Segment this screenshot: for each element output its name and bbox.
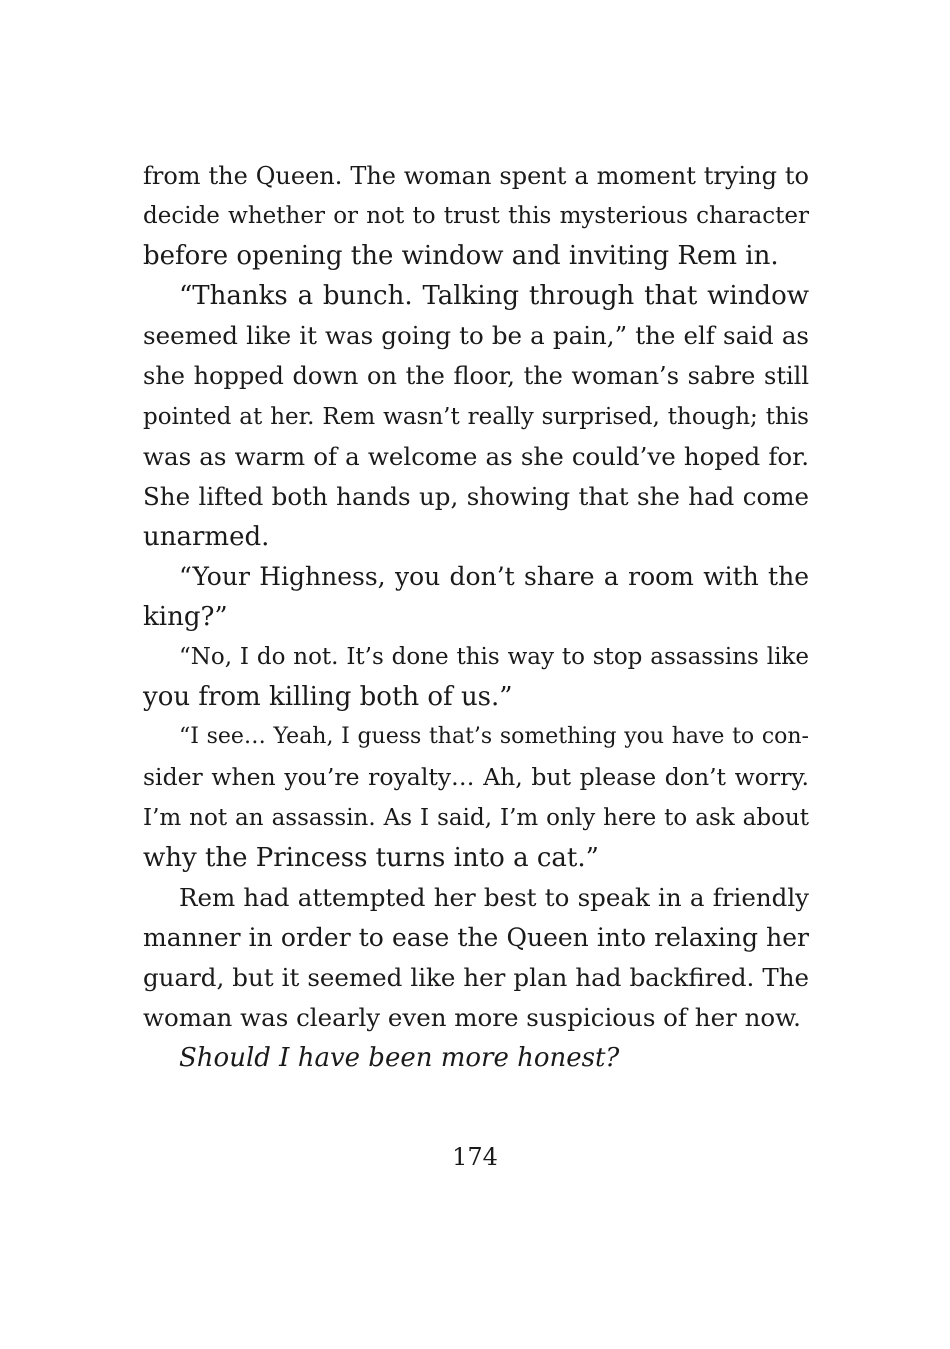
text-line: guard, but it seemed like her plan had backfired. The: [143, 962, 809, 992]
text-line: Rem had attempted her best to speak in a friendly: [179, 882, 809, 912]
text-line: she hopped down on the floor, the woman’s sabre still: [143, 362, 809, 391]
text-line: why the Princess turns into a cat.”: [143, 842, 599, 873]
text-line: from the Queen. The woman spent a moment trying to: [143, 162, 809, 190]
page-number: 174: [452, 1143, 498, 1171]
text-line: unarmed.: [143, 521, 270, 552]
text-line: manner in order to ease the Queen into relaxing her: [143, 922, 809, 952]
text-line: “No, I do not. It’s done this way to stop assassins like: [179, 644, 809, 671]
text-line: “Your Highness, you don’t share a room with the: [179, 561, 809, 591]
italic-thought-line: Should I have been more honest?: [179, 1043, 620, 1074]
text-line: you from killing both of us.”: [143, 682, 513, 713]
text-line: pointed at her. Rem wasn’t really surprised, though; this: [143, 403, 809, 430]
text-line: before opening the window and inviting Rem in.: [143, 241, 779, 272]
body-text: [143, 156, 809, 1078]
text-line: I’m not an assassin. As I said, I’m only here to ask about: [143, 804, 809, 831]
text-line: “I see… Yeah, I guess that’s something you have to con-: [179, 724, 809, 750]
text-line: seemed like it was going to be a pain,” the elf said as: [143, 321, 809, 351]
text-line: She lifted both hands up, showing that she had come: [143, 481, 809, 511]
text-line: “Thanks a bunch. Talking through that window: [179, 281, 809, 312]
text-line: king?”: [143, 602, 228, 633]
text-line: woman was clearly even more suspicious of her now.: [143, 1002, 801, 1032]
text-line: decide whether or not to trust this mysterious character: [143, 203, 809, 230]
text-line: sider when you’re royalty… Ah, but please don’t worry.: [143, 763, 809, 792]
text-line: was as warm of a welcome as she could’ve hoped for.: [143, 441, 809, 471]
